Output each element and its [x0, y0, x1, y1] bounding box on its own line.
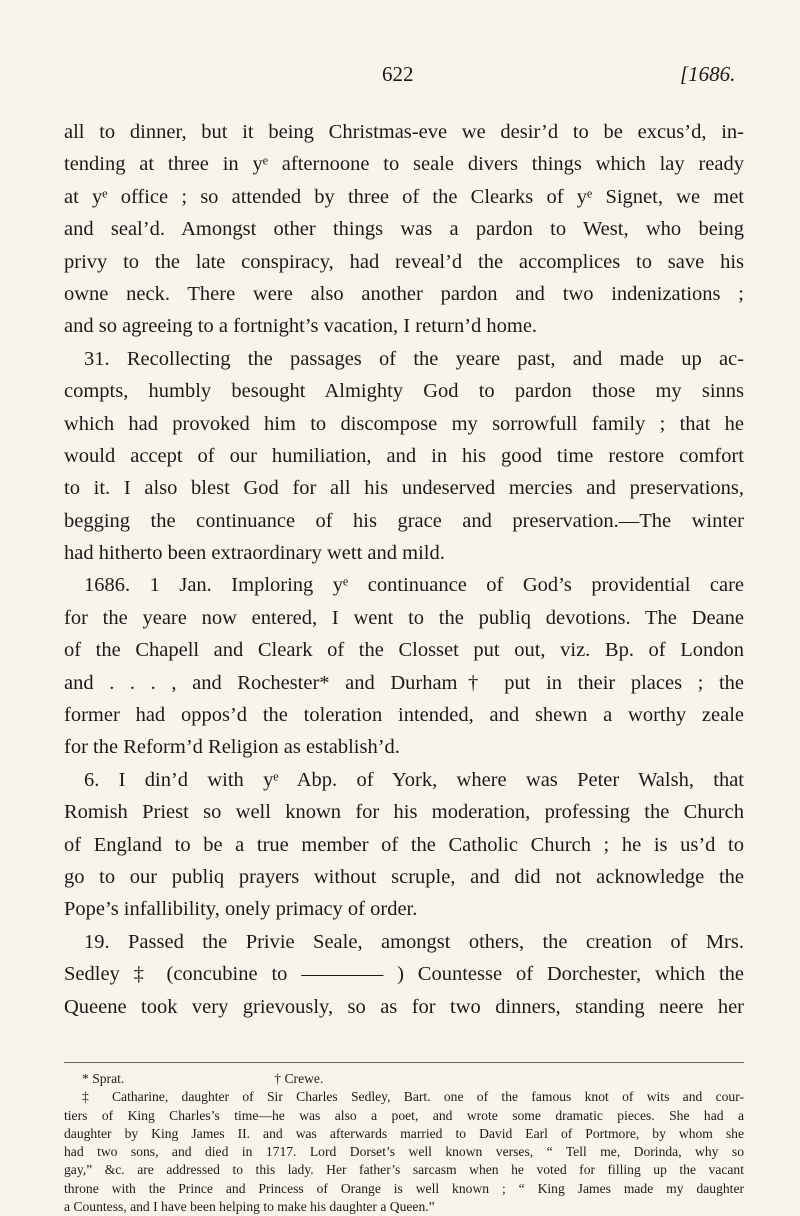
- text-line: Pope’s infallibility, onely primacy of order.: [64, 898, 418, 921]
- footnote-sprat: * Sprat.: [82, 1071, 125, 1086]
- text-line: 19. Passed the Privie Seale, amongst others, the creation of Mrs.: [84, 930, 744, 953]
- footnote-line: daughter by King James II. and was afterwards married to David Earl of Portmore, by whom she: [64, 1125, 744, 1141]
- text-line: and seal’d. Amongst other things was a pardon to West, who being: [64, 218, 744, 241]
- diary-text: [64, 116, 744, 1023]
- text-line: of the Chapell and Cleark of the Closset put out, viz. Bp. of London: [64, 639, 744, 662]
- text-line: of England to be a true member of the Catholic Church ; he is us’d to: [64, 833, 744, 856]
- text-line: Sedley ‡ (concubine to ———— ) Countesse of Dorchester, which the: [64, 963, 744, 986]
- footnote-line: had two sons, and died in 1717. Lord Dorset’s well known verses, “ Tell me, Dorinda, why so: [64, 1144, 744, 1160]
- footnote-line: a Countess, and I have been helping to make his daughter a Queen.”: [64, 1199, 435, 1215]
- text-line: all to dinner, but it being Christmas-eve we desir’d to be excus’d, in-: [64, 121, 744, 143]
- text-line: Queene took very grievously, so as for two dinners, standing neere her: [64, 995, 744, 1018]
- footnote-line: gay,” &c. are addressed to this lady. Her father’s sarcasm when he voted for filling up the vacant: [64, 1162, 744, 1178]
- footnote-line: [64, 1070, 744, 1088]
- text-line: 6. I din’d with yᵉ Abp. of York, where was Peter Walsh, that: [84, 768, 744, 791]
- footnote-line: ‡ Catharine, daughter of Sir Charles Sedley, Bart. one of the famous knot of wits and cour-: [82, 1089, 744, 1105]
- text-line: for the Reform’d Religion as establish’d.: [64, 736, 400, 759]
- text-line: former had oppos’d the toleration intended, and shewn a worthy zeale: [64, 704, 744, 727]
- text-line: would accept of our humiliation, and in his good time restore comfort: [64, 444, 744, 467]
- text-line: and so agreeing to a fortnight’s vacation, I return’d home.: [64, 315, 538, 338]
- footnotes: [64, 1070, 744, 1216]
- text-line: owne neck. There were also another pardon and two indenizations ;: [64, 282, 744, 305]
- text-line: had hitherto been extraordinary wett and mild.: [64, 542, 445, 565]
- text-line: to it. I also blest God for all his undeserved mercies and preservations,: [64, 477, 744, 500]
- text-line: tending at three in yᵉ afternoone to seale divers things which lay ready: [64, 153, 744, 176]
- text-line: at yᵉ office ; so attended by three of the Clearks of yᵉ Signet, we met: [64, 185, 744, 208]
- text-line: Romish Priest so well known for his moderation, professing the Church: [64, 801, 744, 824]
- footnote-divider: [64, 1062, 744, 1063]
- text-line: compts, humbly besought Almighty God to pardon those my sinns: [64, 380, 744, 403]
- text-line: go to our publiq prayers without scruple, and did not acknowledge the: [64, 865, 744, 888]
- text-line: and . . . , and Rochester* and Durham† put in their places ; the: [64, 671, 744, 694]
- text-line: for the yeare now entered, I went to the publiq devotions. The Deane: [64, 606, 744, 629]
- footnote-crewe: † Crewe.: [274, 1071, 324, 1086]
- page-number: 622: [382, 62, 414, 86]
- text-line: begging the continuance of his grace and preservation.—The winter: [64, 509, 744, 532]
- text-line: 1686. 1 Jan. Imploring yᵉ continuance of God’s providential care: [84, 574, 744, 597]
- footnote-line: tiers of King Charles’s time—he was also a poet, and wrote some dramatic pieces. She had a: [64, 1107, 744, 1123]
- text-line: privy to the late conspiracy, had reveal’d the accomplices to save his: [64, 250, 744, 273]
- running-year: [1686.: [680, 62, 736, 86]
- text-line: 31. Recollecting the passages of the yeare past, and made up ac-: [84, 347, 744, 370]
- footnote-line: throne with the Prince and Princess of Orange is well known ; “ King James made my daughter: [64, 1180, 744, 1196]
- text-line: which had provoked him to discompose my sorrowfull family ; that he: [64, 412, 744, 435]
- running-header: [0, 62, 800, 92]
